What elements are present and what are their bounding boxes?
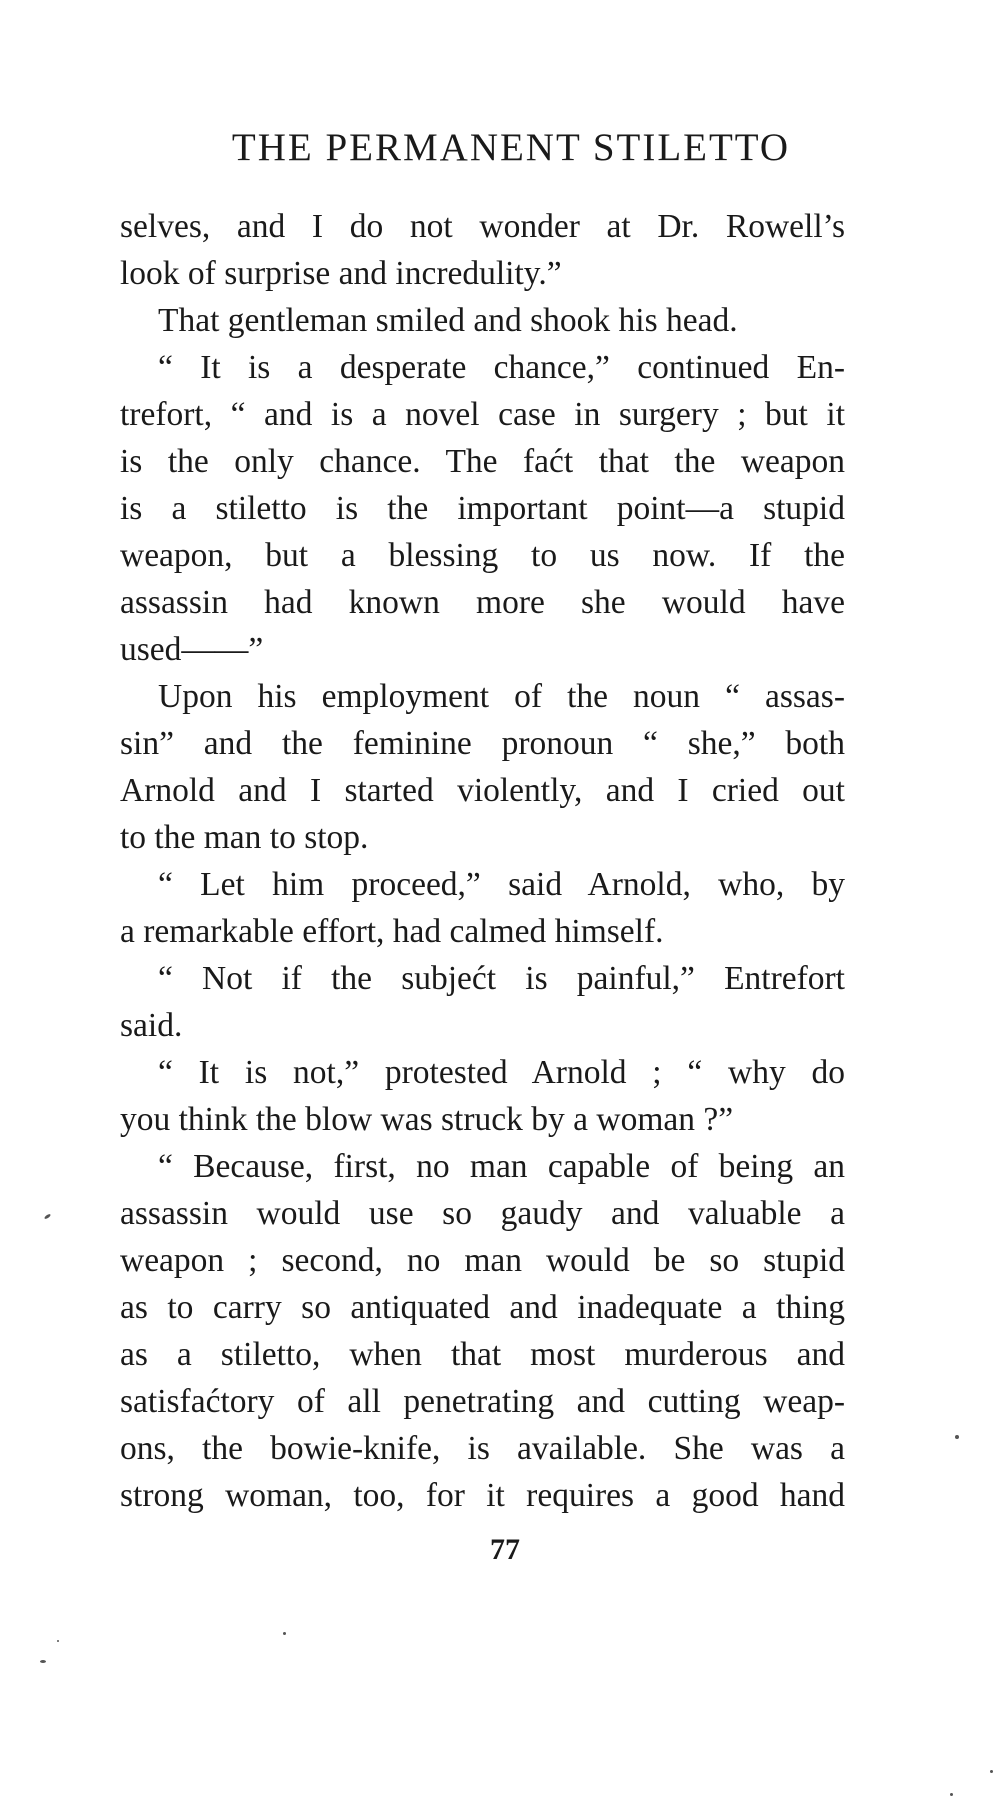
scan-speck: [950, 1793, 953, 1796]
text-line: ons, the bowie-knife, is available. She was a: [120, 1430, 845, 1467]
text-line: “ Not if the subjećt is painful,” Entrefort: [158, 960, 845, 997]
scan-speck: [283, 1632, 286, 1635]
text-line: “ It is a desperate chance,” continued En-: [158, 349, 845, 386]
scan-speck: [990, 1770, 993, 1773]
page-number: 77: [490, 1533, 520, 1566]
text-line: weapon ; second, no man would be so stupid: [120, 1242, 845, 1279]
text-line: Arnold and I started violently, and I cried out: [120, 772, 845, 809]
text-line: said.: [120, 1007, 183, 1044]
text-line: “ Let him proceed,” said Arnold, who, by: [158, 866, 845, 903]
text-line: look of surprise and incredulity.”: [120, 255, 562, 292]
text-line: trefort, “ and is a novel case in surgery ; but it: [120, 396, 845, 433]
scan-speck: [955, 1435, 959, 1439]
running-head: THE PERMANENT STILETTO: [231, 126, 791, 169]
text-line: assassin would use so gaudy and valuable a: [120, 1195, 845, 1232]
text-line: “ Because, first, no man capable of being an: [158, 1148, 845, 1185]
text-line: selves, and I do not wonder at Dr. Rowell’s: [120, 208, 845, 245]
text-line: sin” and the feminine pronoun “ she,” both: [120, 725, 845, 762]
text-line: a remarkable effort, had calmed himself.: [120, 913, 664, 950]
text-line: strong woman, too, for it requires a good hand: [120, 1477, 845, 1514]
text-line: to the man to stop.: [120, 819, 369, 856]
text-line: weapon, but a blessing to us now. If the: [120, 537, 845, 574]
text-line: you think the blow was struck by a woman ?”: [120, 1101, 734, 1138]
text-line: is the only chance. The faćt that the weapon: [120, 443, 845, 480]
scan-speck: [40, 1660, 46, 1663]
text-line: used——”: [120, 631, 264, 668]
text-line: as to carry so antiquated and inadequate a thing: [120, 1289, 845, 1326]
text-line: That gentleman smiled and shook his head.: [158, 302, 738, 339]
text-line: “ It is not,” protested Arnold ; “ why do: [158, 1054, 845, 1091]
text-line: as a stiletto, when that most murderous and: [120, 1336, 845, 1373]
body-text: [120, 203, 845, 1519]
text-line: satisfaćtory of all penetrating and cutting weap-: [120, 1383, 845, 1420]
scan-speck: [44, 1213, 51, 1219]
text-line: assassin had known more she would have: [120, 584, 845, 621]
text-line: is a stiletto is the important point—a stupid: [120, 490, 845, 527]
scan-speck: [57, 1640, 59, 1642]
text-line: Upon his employment of the noun “ assas-: [158, 678, 845, 715]
